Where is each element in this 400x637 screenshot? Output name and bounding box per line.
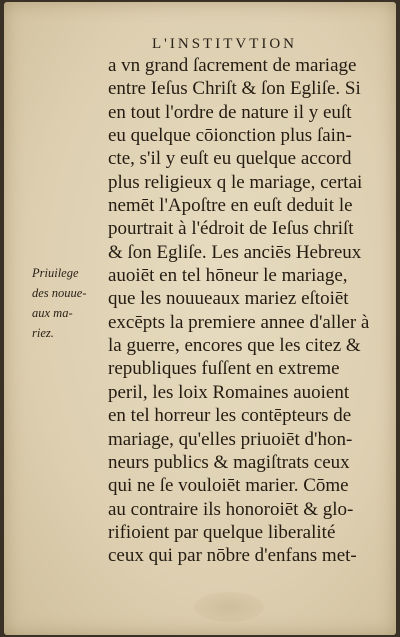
text-line: peril, les loix Romaines auoient: [108, 381, 350, 403]
text-line: que les nouueaux mariez eſtoiēt: [108, 288, 349, 310]
text-line: plus religieux q le mariage, certai: [108, 171, 363, 193]
running-head: L'INSTITVTION: [152, 36, 298, 52]
margin-note: [32, 263, 104, 343]
text-line: eu quelque cōionction plus ſain-: [108, 125, 352, 147]
margin-note-line: riez.: [32, 326, 54, 340]
margin-note-line: Priuilege: [32, 266, 79, 280]
margin-note-line: aux ma-: [32, 306, 73, 320]
text-line: rifioient par quelque liberalité: [108, 521, 336, 543]
text-line: & ſon Egliſe. Les anciēs Hebreux: [108, 241, 362, 263]
text-line: en tel horreur les contēpteurs de: [108, 405, 352, 427]
text-line: pourtrait à l'édroit de Ieſus chriſt: [108, 218, 354, 240]
text-line: a vn grand ſacrement de mariage: [108, 55, 357, 76]
margin-note-line: des nouue-: [32, 286, 87, 300]
text-line: ceux qui par nōbre d'enfans met-: [108, 545, 357, 567]
text-line: en tout l'ordre de nature il y euſt: [108, 101, 352, 123]
text-line: republiques fuſſent en extreme: [108, 358, 340, 380]
text-line: excēpts la premiere annee d'aller à: [108, 311, 370, 333]
text-line: cte, s'il y euſt eu quelque accord: [108, 148, 352, 170]
text-line: neurs publics & magiſtrats ceux: [108, 451, 350, 473]
text-line: au contraire ils honoroiēt & glo-: [108, 498, 354, 520]
body-text: [108, 54, 396, 568]
text-line: qui ne ſe vouloiēt marier. Cōme: [108, 475, 349, 497]
page-stain: [194, 592, 264, 622]
text-line: nemēt l'Apoſtre en euſt deduit le: [108, 195, 353, 217]
book-page: [4, 2, 396, 635]
text-line: auoiēt en tel hōneur le mariage,: [108, 265, 348, 287]
text-line: la guerre, encores que les citez &: [108, 335, 361, 357]
text-line: mariage, qu'elles priuoiēt d'hon-: [108, 428, 353, 450]
text-line: entre Ieſus Chriſt & ſon Egliſe. Si: [108, 78, 361, 100]
